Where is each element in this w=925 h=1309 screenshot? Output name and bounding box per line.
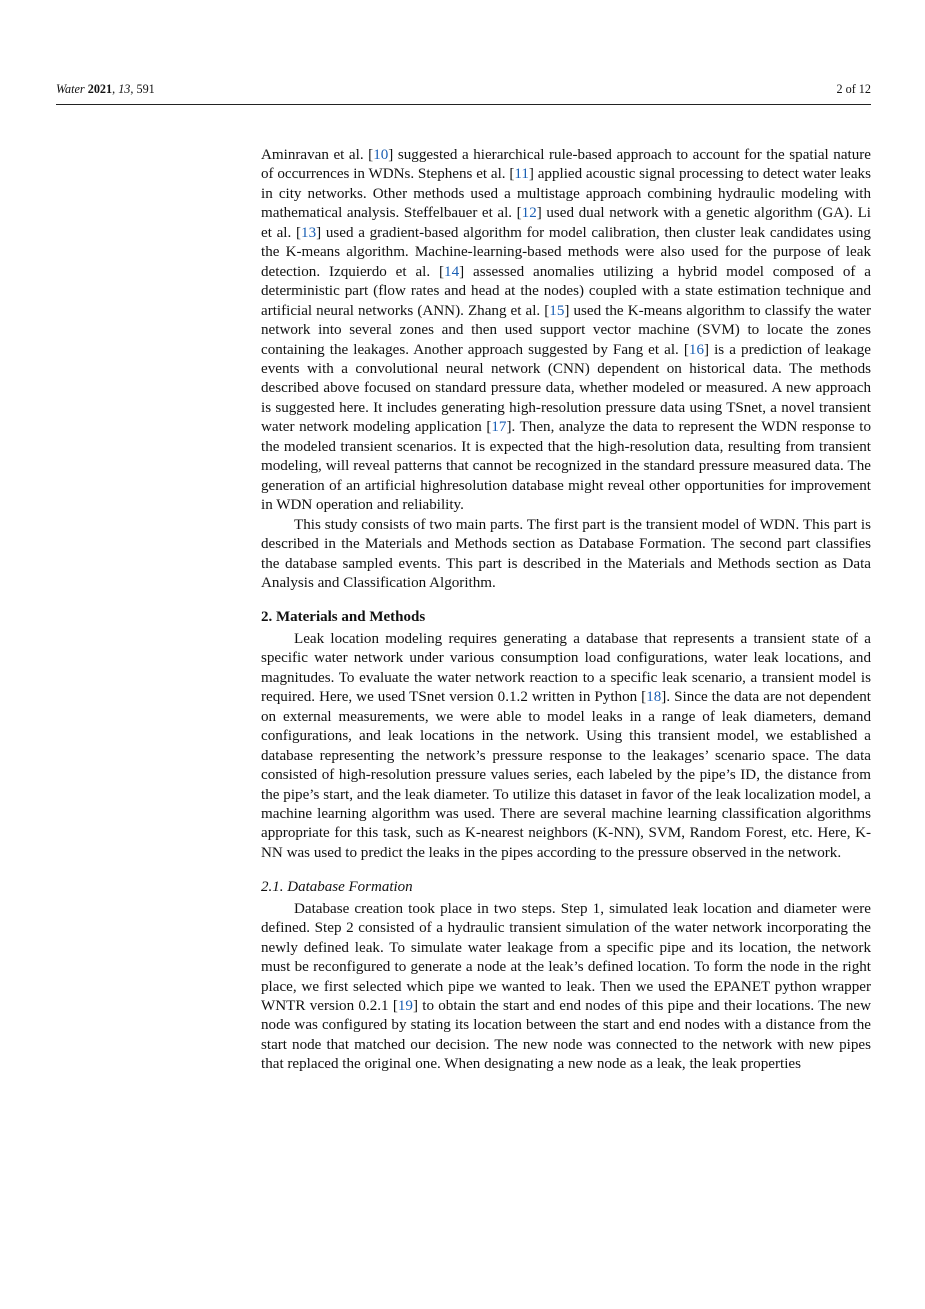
page-number: 2 of 12 — [836, 82, 871, 96]
citation-link[interactable]: 17 — [491, 419, 507, 436]
text-run: ] used the K-means algorithm to classify the water network into several zones and then used support vector machine (SVM) to locate the zones containing the leakages. Another approach suggested by Fang et al. [ — [261, 302, 871, 358]
text-run: Aminravan et al. [ — [261, 147, 374, 163]
methods-paragraph — [261, 630, 871, 863]
citation-link[interactable]: 14 — [444, 263, 460, 280]
citation-link[interactable]: 13 — [301, 224, 317, 241]
text-run: ] suggested a hierarchical rule-based approach to account for the spatial nature of occurrences in WDNs. Stephens et al. [ — [261, 147, 871, 183]
study-overview-paragraph: This study consists of two main parts. The first part is the transient model of WDN. This part is described in the Materials and Methods section as Database Formation. The second part classifies the database sampled events. This part is described in the Materials and Methods section as Data Analysis and Classification Algorithm. — [261, 516, 871, 591]
article-number: 591 — [136, 82, 155, 96]
text-run: ] to obtain the start and end nodes of this pipe and their locations. The new node was configured by stating its location between the start and end nodes with a distance from the start node that matched our decision. The new node was connected to the network with new pipes that replaced the original one. When designating a new node as a leak, the leak properties — [261, 998, 872, 1073]
intro-paragraph — [261, 146, 871, 516]
journal-name: Water — [56, 82, 85, 96]
journal-volume: 13 — [118, 82, 131, 96]
main-text — [261, 146, 871, 1075]
text-run: ] applied acoustic signal processing to detect water leaks in city networks. Other methods used a multistage approach combining hydraulic modeling with mathematical analysis. Steffelbauer et al. [ — [261, 166, 871, 222]
journal-year: 2021 — [87, 82, 113, 96]
citation-link[interactable]: 12 — [521, 205, 537, 222]
citation-link[interactable]: 16 — [688, 341, 705, 358]
section-heading: 2. Materials and Methods — [261, 609, 426, 626]
text-run: Database creation took place in two steps. Step 1, simulated leak location and diameter were defined. Step 2 consisted of a hydraulic transient simulation of the water network incorporating the newly defined leak. To simulate water leakage from a specific pipe and its location, the network must be reconfigured to generate a node at the leak’s defined location. To form the node in the right place, we first selected which pipe we wanted to leak. Then we used the EPANET python wrapper WNTR version 0.2.1 [ — [261, 900, 871, 1015]
database-formation-paragraph — [261, 900, 871, 1075]
text-run: Leak location modeling requires generating a database that represents a transient state of a specific water network under various consumption load configurations, water leak locations, and magnitudes. To evaluate the water network reaction to a specific leak scenario, a transient model is required. Here, we used TSnet version 0.1.2 written in Python [ — [261, 630, 871, 706]
citation-link[interactable]: 11 — [514, 166, 529, 183]
text-run: ]. Since the data are not dependent on external measurements, we were able to model leaks in a range of leak diameters, demand configurations, and leak locations in the network. Using this transient model, we established a database representing the network’s pressure response to the leakages’ scenario space. The data consisted of high-resolution pressure values series, each labeled by the pipe’s ID, the distance from the pipe’s start, and the leak diameter. To utilize this dataset in favor of the leak localization model, a machine learning algorithm was used. There are several machine learning classification algorithms appropriate for this task, such as K-nearest neighbors (K-NN), SVM, Random Forest, etc. Here, K-NN was used to predict the leaks in the pipes according to the pressure observed in the network. — [261, 689, 871, 861]
citation-link[interactable]: 18 — [646, 689, 662, 706]
journal-citation: Water 2021, 13, 591 — [56, 82, 155, 96]
text-run: ] assessed anomalies utilizing a hybrid model composed of a deterministic part (flow rates and head at the nodes) coupled with a state estimation technique and artificial neural networks (ANN). Zhang et al. [ — [261, 263, 872, 319]
header-rule — [56, 104, 871, 105]
citation-link[interactable]: 15 — [549, 302, 565, 319]
citation-link[interactable]: 19 — [397, 998, 413, 1015]
text-run: ] used dual network with a genetic algorithm (GA). Li et al. [ — [261, 205, 871, 241]
citation-link[interactable]: 10 — [373, 147, 389, 163]
text-run: ] used a gradient-based algorithm for model calibration, then cluster leak candidates using the K-means algorithm. Machine-learning-based methods were also used for the purpose of leak detection. Izquierdo et al. [ — [261, 224, 871, 280]
subsection-heading: 2.1. Database Formation — [261, 879, 413, 896]
text-run: ] is a prediction of leakage events with a convolutional neural network (CNN) dependent on historical data. The methods described above focused on standard pressure data, whether modeled or measured. A new approach is suggested here. It includes generating high-resolution pressure data using TSnet, a novel transient water network modeling application [ — [261, 341, 872, 436]
text-run: ]. Then, analyze the data to represent the WDN response to the modeled transient scenarios. It is expected that the high-resolution data, resulting from transient modeling, will reveal patterns that cannot be recognized in the standard pressure measured data. The generation of an artificial highresolution database might reveal other opportunities for improvement in WDN operation and reliability. — [261, 419, 871, 514]
